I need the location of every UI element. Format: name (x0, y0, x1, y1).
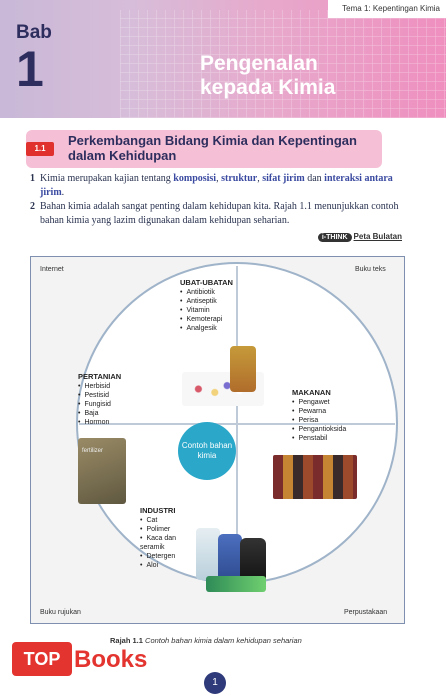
category-item: • Fungisid (78, 400, 121, 409)
category-item: • Antibiotik (180, 288, 233, 297)
category-item: • Analgesik (180, 324, 233, 333)
sponge-image (206, 576, 266, 592)
paragraph-text: Kimia merupakan kajian tentang (40, 173, 174, 184)
category-item: • Aloi (140, 561, 200, 570)
figure-caption (110, 636, 302, 645)
spray-bottle-image (196, 528, 220, 580)
paragraph-number: 1 (30, 173, 35, 184)
category-title: MAKANAN (292, 388, 331, 397)
caption-text: Contoh bahan kimia dalam kehidupan seharian (145, 636, 302, 645)
category-item: • Cat (140, 516, 200, 525)
paragraph-2 (30, 200, 414, 228)
chapter-number: 1 (16, 41, 44, 97)
page-number: 1 (204, 672, 226, 694)
category-item: • Kemoterapi (180, 315, 233, 324)
category-ubat (180, 278, 233, 333)
keyword-komposisi: komposisi (173, 173, 217, 184)
category-item: • Kaca dan seramik (140, 534, 200, 552)
ithink-label (318, 232, 402, 246)
category-industri (140, 506, 200, 570)
category-pertanian (78, 372, 121, 427)
category-item: • Penstabil (292, 434, 346, 443)
category-title: UBAT-UBATAN (180, 278, 233, 287)
food-jars-image (273, 455, 357, 499)
watermark-logo-top: TOP (12, 642, 72, 676)
center-node: Contoh bahan kimia (178, 422, 236, 480)
category-item: • Hormon (78, 418, 121, 427)
section-title: Perkembangan Bidang Kimia dan Kepentingan dalam Kehidupan (68, 133, 357, 163)
corner-buku-teks: Buku teks (355, 266, 386, 273)
category-item: • Vitamin (180, 306, 233, 315)
category-item: • Pengantioksida (292, 425, 346, 434)
corner-perpustakaan: Perpustakaan (344, 609, 388, 616)
category-item: • Baja (78, 409, 121, 418)
paragraph-number: 2 (30, 201, 35, 212)
caption-label: Rajah 1.1 (110, 636, 143, 645)
chapter-label: Bab (16, 22, 52, 43)
fertilizer-bag-label: fertilizer (82, 448, 104, 454)
paragraph-text: . (61, 187, 65, 198)
category-item: • Antiseptik (180, 297, 233, 306)
category-title: PERTANIAN (78, 372, 122, 381)
peta-bulatan-label: Peta Bulatan (353, 232, 402, 241)
category-item: • Perisa (292, 416, 346, 425)
paragraph-1 (30, 172, 414, 200)
watermark-logo-books: Books (74, 646, 148, 673)
category-makanan (292, 388, 346, 443)
category-item: • Polimer (140, 525, 200, 534)
page-title (200, 52, 335, 100)
keyword-struktur: struktur (221, 173, 258, 184)
ithink-badge: i-THINK (318, 233, 352, 242)
category-item: • Pengawet (292, 398, 346, 407)
medicine-bottle-image (230, 346, 256, 392)
detergent-bottle-image (218, 534, 242, 582)
page-title-line1: Pengenalan (200, 52, 318, 75)
corner-buku-rujukan: Buku rujukan (40, 609, 81, 616)
section-number: 1.1 (26, 142, 54, 156)
paragraph-text: , (216, 173, 222, 184)
keyword-sifat-jirim: sifat jirim (262, 173, 305, 184)
paragraph-text: , (257, 173, 263, 184)
corner-internet: Internet (40, 266, 64, 273)
keyword-interaksi: interaksi antara jirim (40, 173, 393, 198)
category-item: • Detergen (140, 552, 200, 561)
theme-tag: Tema 1: Kepentingan Kimia (328, 0, 446, 18)
category-title: INDUSTRI (140, 506, 176, 515)
page-title-line2: kepada Kimia (200, 76, 336, 99)
paragraph-text: Bahan kimia adalah sangat penting dalam kehidupan kita. Rajah 1.1 menunjukkan contoh bahan kimia yang lazim digunakan dalam kehidupan seharian. (40, 201, 399, 226)
paragraph-text: dan (304, 173, 325, 184)
category-item: • Pewarna (292, 407, 346, 416)
category-item: • Pestisid (78, 391, 121, 400)
category-item: • Herbisid (78, 382, 121, 391)
